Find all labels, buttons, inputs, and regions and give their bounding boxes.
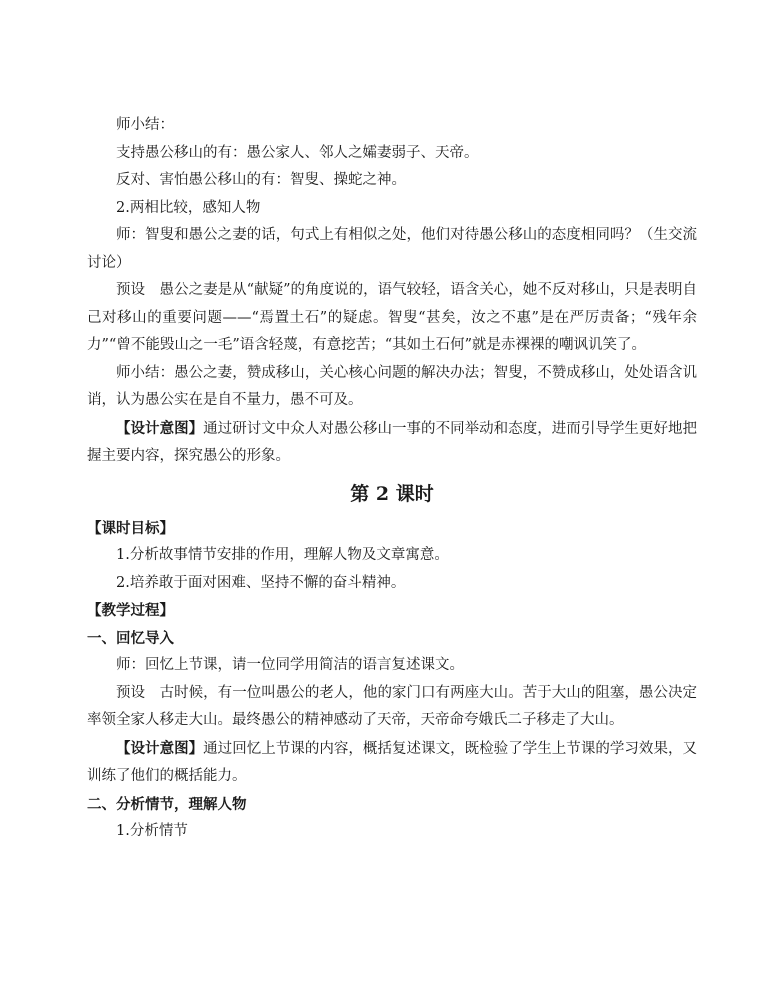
design-intent-text: 通过回忆上节课的内容，概括复述课文，既检验了学生上节课的学习效果，又训练了他们的概括能力。	[87, 740, 697, 784]
goals-heading: 【课时目标】	[87, 519, 174, 537]
section-heading-analysis: 二、分析情节，理解人物	[87, 795, 247, 813]
document-body	[87, 112, 697, 846]
goal-item: 2.培养敢于面对困难、坚持不懈的奋斗精神。	[116, 574, 406, 591]
lesson-title: 第 2 课时	[350, 482, 434, 505]
design-intent-2	[87, 735, 697, 791]
goal-item: 1.分析故事情节安排的作用，理解人物及文章寓意。	[116, 547, 449, 563]
oppose-list: 反对、害怕愚公移山的有：智叟、操蛇之神。	[116, 172, 406, 188]
design-intent-1	[87, 415, 697, 471]
support-list: 支持愚公移山的有：愚公家人、邻人之孀妻弱子、天帝。	[116, 144, 479, 161]
analysis-sub-heading: 1.分析情节	[116, 823, 188, 839]
design-intent-text: 通过研讨文中众人对愚公移山一事的不同举动和态度，进而引导学生更好地把握主要内容，探究愚公的形象。	[87, 420, 697, 464]
design-intent-label: 【设计意图】	[116, 739, 204, 757]
compare-preset: 预设 愚公之妻是从“献疑”的角度说的，语气较轻，语含关心，她不反对移山，只是表明自己对移山的重要问题——“焉置土石”的疑虑。智叟“甚矣，汝之不惠”是在严厉责备；“残年余力”“曾不能毁山之一毛”语含轻蔑，有意挖苦；“其如土石何”就是赤裸裸的嘲讽讥笑了。	[87, 282, 697, 353]
summary-label: 师小结：	[116, 117, 174, 133]
compare-summary: 师小结：愚公之妻，赞成移山，关心核心问题的解决办法；智叟，不赞成移山，处处语含讥诮，认为愚公实在是自不量力，愚不可及。	[87, 364, 697, 408]
compare-heading: 2.两相比较，感知人物	[116, 199, 261, 216]
section-heading-review: 一、回忆导入	[87, 629, 174, 647]
process-heading: 【教学过程】	[87, 602, 174, 619]
review-teacher: 师：回忆上节课，请一位同学用简洁的语言复述课文。	[116, 657, 464, 673]
review-preset: 预设 古时候，有一位叫愚公的老人，他的家门口有两座大山。苦于大山的阻塞，愚公决定率领全家人移走大山。最终愚公的精神感动了天帝，天帝命夸娥氏二子移走了大山。	[87, 684, 697, 728]
compare-question: 师：智叟和愚公之妻的话，句式上有相似之处，他们对待愚公移山的态度相同吗？（生交流讨论）	[87, 227, 697, 271]
design-intent-label: 【设计意图】	[116, 419, 204, 437]
